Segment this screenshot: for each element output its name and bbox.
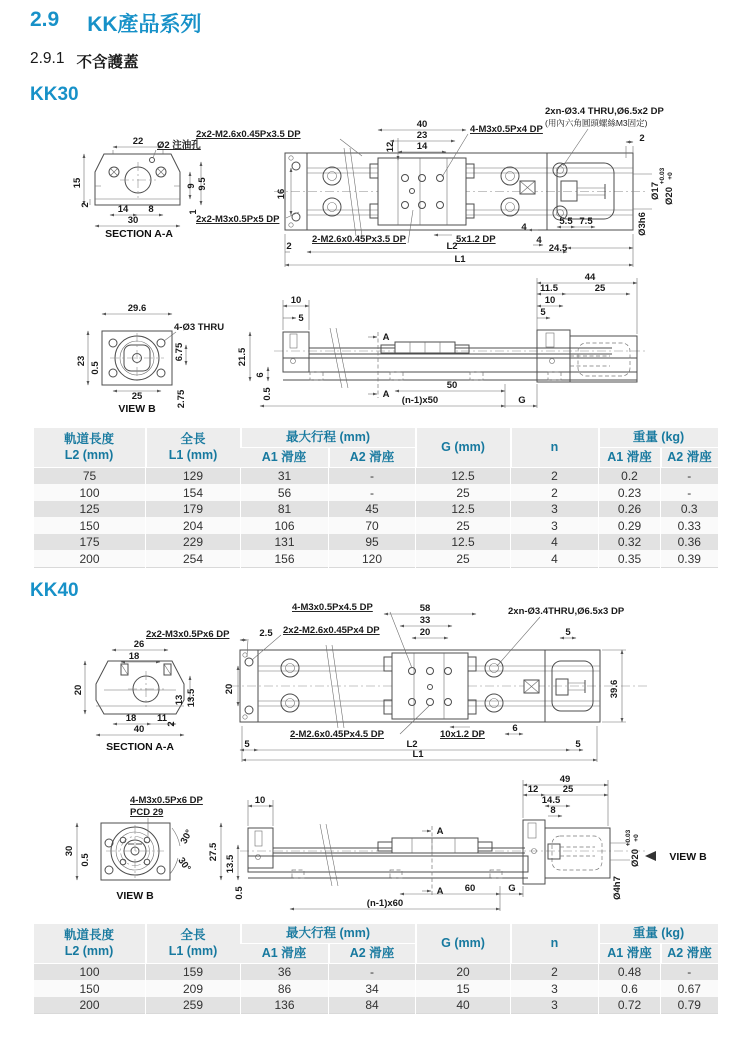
dim-label: 18 [128,651,140,662]
col-n: n [511,924,599,963]
table-cell: 200 [34,550,146,567]
table-cell: 175 [34,534,146,551]
col-weight-a2: A2 滑座 [661,943,718,963]
table-cell: 12.5 [416,534,511,551]
dim-label: 18 [125,713,137,724]
dim-label: 10 [254,795,266,806]
kk40-mid-screw-note: 2-M2.6x0.45Px4.5 DP [290,729,385,740]
table-cell: 0.33 [661,517,718,534]
kk30-drawing [0,105,750,427]
dim-label: 33 [419,615,431,626]
table-cell: 40 [416,997,511,1014]
table-cell: 34 [329,980,416,997]
col-stroke-a1: A1 滑座 [241,943,329,963]
dim-label: 0.5 [80,853,91,867]
dim-label-tolerance [625,829,641,867]
dim-label: 21.5 [237,347,248,367]
dim-label: 14 [416,141,428,152]
dim-label: 20 [73,684,84,696]
table-row [34,501,718,518]
table-row [34,980,718,997]
dim-label: 5 [298,313,304,324]
dim-label: L1 [412,749,424,760]
table-cell: 81 [241,501,329,518]
section-number: 2.9 [30,8,60,31]
kk40-pcd-note: PCD 29 [130,807,164,818]
dim-label: 27.5 [208,842,219,862]
dim-label: 1 [188,209,199,215]
page-title [30,8,202,38]
dim-label: 4 [536,235,542,246]
dim-label: (n-1)x60 [366,898,404,909]
kk40-side-end-block [523,820,610,884]
dim-label: 10 [290,295,302,306]
view-b-direction-marker [645,851,707,863]
kk40-side-view [208,774,707,911]
kk30-heading: KK30 [30,84,79,105]
dim-label: 49 [559,774,571,785]
dim-label: 8 [148,204,154,215]
table-cell: 0.6 [599,980,661,997]
table-cell: 254 [146,550,241,567]
kk40-table-body [34,963,718,1014]
dim-label: 25 [562,784,574,795]
dim-label: 40 [416,119,428,130]
table-cell: 12.5 [416,501,511,518]
kk30-side-end-block [537,330,637,382]
dim-label: 14 [117,204,129,215]
col-g: G (mm) [416,428,511,467]
col-rail-length: 軌道長度 L2 (mm) [34,924,146,963]
section-marker-a [422,826,444,897]
kk40-spec-table [33,924,718,1014]
dim-label: 23 [416,130,428,141]
dim-label-tolerance [659,167,675,205]
table-cell: 0.39 [661,550,718,567]
col-total-length: 全長 L1 (mm) [146,428,241,467]
col-weight: 重量 (kg) [599,428,718,447]
dim-label: 2 [286,241,292,252]
table-cell: 100 [34,484,146,501]
kk40-end-block [545,650,593,722]
table-cell: 204 [146,517,241,534]
dim-label: 20 [224,683,235,695]
table-cell: 259 [146,997,241,1014]
dim-label: 4 [521,222,527,233]
table-cell: 150 [34,980,146,997]
dim-label: 13.5 [186,688,197,708]
dim-label: 0.5 [90,361,101,375]
dim-label: L2 [446,241,458,252]
dim-label: 6 [255,372,266,378]
col-rail-length: 軌道長度 L2 (mm) [34,428,146,467]
kk30-mid-screw-note: 2-M2.6x0.45Px3.5 DP [312,234,407,245]
svg-text:A: A [382,389,390,400]
table-cell: 0.26 [599,501,661,518]
table-cell: - [329,467,416,484]
kk40-section-aa-view [73,639,197,753]
table-cell: 131 [241,534,329,551]
dim-label: 30 [64,845,75,857]
dim-label: 20 [419,627,431,638]
dim-label: 22 [132,136,144,147]
dim-label: G [508,883,516,894]
dim-label: 5 [575,739,581,750]
table-row [34,467,718,484]
dim-label: 9.5 [197,177,208,191]
dim-label: 2 [639,133,645,144]
svg-text:+0: +0 [667,172,674,180]
table-cell: 25 [416,517,511,534]
svg-text:+0.03: +0.03 [625,829,632,847]
dim-label: 44 [584,272,596,283]
dim-label: 11 [156,713,168,724]
table-cell: 154 [146,484,241,501]
kk40-drawing [0,598,750,928]
kk40-section-aa-label: SECTION A-A [106,741,174,753]
table-row [34,550,718,567]
table-row [34,963,718,980]
table-cell: 75 [34,467,146,484]
table-row [34,997,718,1014]
kk30-carriage [370,158,474,225]
dim-label: 26 [133,639,145,650]
table-cell: 179 [146,501,241,518]
table-cell: 0.29 [599,517,661,534]
table-cell: 70 [329,517,416,534]
dim-label: 2.75 [176,389,187,409]
dim-label: 5 [540,307,546,318]
dim-label: G [518,395,526,406]
kk40-slot-note: 10x1.2 DP [440,729,485,740]
col-weight-a2: A2 滑座 [661,447,718,467]
dim-label: (n-1)x50 [401,395,439,406]
dim-label: 30° [178,827,196,846]
dim-label: 8 [550,805,556,816]
table-cell: 156 [241,550,329,567]
subsection-title [30,50,139,72]
dim-label: 24.5 [548,243,568,254]
kk30-thru-note: 2xn-Ø3.4 THRU,Ø6.5x2 DP [545,106,664,117]
table-cell: 86 [241,980,329,997]
kk30-spec-table [33,428,718,568]
col-weight-a1: A1 滑座 [599,943,661,963]
table-cell: - [329,484,416,501]
dim-label: 2.5 [259,628,273,639]
kk30-carriage-screw-note: 4-M3x0.5Px4 DP [470,124,543,135]
table-cell: 0.3 [661,501,718,518]
table-cell: 159 [146,963,241,980]
table-cell: - [329,963,416,980]
section-marker-a [368,332,390,400]
kk30-plan-view [196,106,675,267]
table-cell: 0.79 [661,997,718,1014]
svg-text:A: A [436,886,444,897]
table-cell: 3 [511,997,599,1014]
dim-label: 12 [527,784,539,795]
kk40-side-carriage [378,838,492,853]
dim-label: 10 [544,295,556,306]
table-cell: 2 [511,467,599,484]
table-cell: 25 [416,484,511,501]
table-cell: 3 [511,980,599,997]
table-cell: 45 [329,501,416,518]
dim-label: Ø17 [650,182,661,200]
table-cell: 0.35 [599,550,661,567]
kk40-screw-top-note: 2x2-M2.6x0.45Px4 DP [283,625,380,636]
kk30-slot-note: 5x1.2 DP [456,234,496,245]
table-cell: 0.32 [599,534,661,551]
kk30-screw-note-top: 2x2-M2.6x0.45Px3.5 DP [196,129,301,140]
subsection-number: 2.9.1 [30,50,65,67]
kk40-heading: KK40 [30,580,79,601]
table-cell: - [661,963,718,980]
dim-label: Ø3h6 [637,212,648,236]
kk30-view-b [76,303,224,415]
kk40-view-b [64,795,204,902]
dim-label: 7.5 [579,216,593,227]
table-cell: - [661,484,718,501]
dim-label: 13.5 [225,854,236,874]
dim-label: 13 [174,694,185,706]
oil-hole-note: Ø2 注油孔 [157,140,201,151]
dim-label: 5 [565,627,571,638]
dim-label: L1 [454,254,466,265]
dim-label: 0.5 [262,387,273,401]
table-cell: 0.72 [599,997,661,1014]
svg-text:VIEW B: VIEW B [669,851,707,863]
kk40-view-b-label: VIEW B [116,890,154,902]
dim-label: 39.6 [609,679,620,699]
table-cell: 3 [511,501,599,518]
col-total-length: 全長 L1 (mm) [146,924,241,963]
dim-label: 29.6 [127,303,147,314]
kk40-carriage [384,653,476,719]
table-cell: 0.48 [599,963,661,980]
dim-label: 11.5 [540,283,558,294]
kk30-section-aa-view [72,136,208,240]
table-row [34,517,718,534]
dim-label: 25 [131,391,143,402]
table-cell: 15 [416,980,511,997]
svg-text:Ø20: Ø20 [664,187,675,205]
dim-label: 16 [276,188,287,200]
table-cell: 4 [511,550,599,567]
table-cell: 129 [146,467,241,484]
dim-label: 30° [175,855,193,874]
dim-label: 25 [594,283,606,294]
col-weight-a1: A1 滑座 [599,447,661,467]
dim-label: 5 [244,739,250,750]
table-cell: 0.2 [599,467,661,484]
col-max-stroke: 最大行程 (mm) [241,924,416,943]
dim-label: 30 [127,215,139,226]
svg-text:Ø20: Ø20 [630,849,641,867]
kk30-section-aa-label: SECTION A-A [105,228,173,240]
table-cell: 0.23 [599,484,661,501]
dim-label: 15 [72,177,83,189]
section-title: KK產品系列 [87,13,202,36]
svg-text:A: A [436,826,444,837]
kk30-thru4-note: 4-Ø3 THRU [174,322,225,333]
dim-label: 6.75 [174,342,185,362]
table-cell: 136 [241,997,329,1014]
kk30-view-b-label: VIEW B [118,403,156,415]
dim-label: 6 [512,723,518,734]
svg-text:+0: +0 [633,834,640,842]
table-cell: 4 [511,534,599,551]
dim-label: 23 [76,355,87,367]
col-stroke-a2: A2 滑座 [329,943,416,963]
table-cell: 106 [241,517,329,534]
table-cell: 56 [241,484,329,501]
table-cell: 2 [511,484,599,501]
table-cell: 12.5 [416,467,511,484]
table-cell: 209 [146,980,241,997]
dim-label: 2 [80,202,91,208]
subsection-text: 不含護蓋 [76,54,139,71]
dim-label: 58 [419,603,431,614]
kk30-fix-note: (用內六角圓頭螺絲M3固定) [545,118,648,128]
col-weight: 重量 (kg) [599,924,718,943]
dim-label: 12 [385,141,396,153]
dim-label: 9 [186,183,197,189]
kk40-carriage-screw-note: 4-M3x0.5Px4.5 DP [292,602,373,613]
table-cell: 229 [146,534,241,551]
col-g: G (mm) [416,924,511,963]
table-row [34,534,718,551]
dim-label: 5.5 [559,216,573,227]
col-stroke-a1: A1 滑座 [241,447,329,467]
table-cell: 95 [329,534,416,551]
table-cell: 125 [34,501,146,518]
table-cell: 200 [34,997,146,1014]
table-cell: 20 [416,963,511,980]
kk30-table-header [34,428,718,467]
dim-label: 14.5 [541,795,561,806]
table-cell: 84 [329,997,416,1014]
dim-label: 2 [166,721,177,727]
dim-label: 50 [446,380,458,391]
table-row [34,484,718,501]
col-max-stroke: 最大行程 (mm) [241,428,416,447]
table-cell: 150 [34,517,146,534]
kk30-screw-note-bottom: 2x2-M3x0.5Px5 DP [196,214,280,225]
kk40-plan-view [146,602,648,762]
table-cell: 100 [34,963,146,980]
col-stroke-a2: A2 滑座 [329,447,416,467]
svg-text:+0.03: +0.03 [659,167,666,185]
table-cell: 0.67 [661,980,718,997]
kk40-rail-screw-note: 2x2-M3x0.5Px6 DP [146,629,230,640]
dim-label: 60 [464,883,476,894]
table-cell: 0.36 [661,534,718,551]
kk30-side-view [237,272,648,408]
dim-label: Ø4h7 [612,876,623,900]
dim-label: 0.5 [234,886,245,900]
dim-label: 40 [133,724,145,735]
kk30-table-body [34,467,718,567]
kk40-thru-note: 2xn-Ø3.4THRU,Ø6.5x3 DP [508,606,625,617]
table-cell: 2 [511,963,599,980]
table-cell: 25 [416,550,511,567]
table-cell: - [661,467,718,484]
col-n: n [511,428,599,467]
svg-text:A: A [382,332,390,343]
table-cell: 120 [329,550,416,567]
dim-label: L2 [406,739,418,750]
kk40-table-header [34,924,718,963]
table-cell: 31 [241,467,329,484]
table-cell: 3 [511,517,599,534]
table-cell: 36 [241,963,329,980]
kk40-flange-screw-note: 4-M3x0.5Px6 DP [130,795,203,806]
